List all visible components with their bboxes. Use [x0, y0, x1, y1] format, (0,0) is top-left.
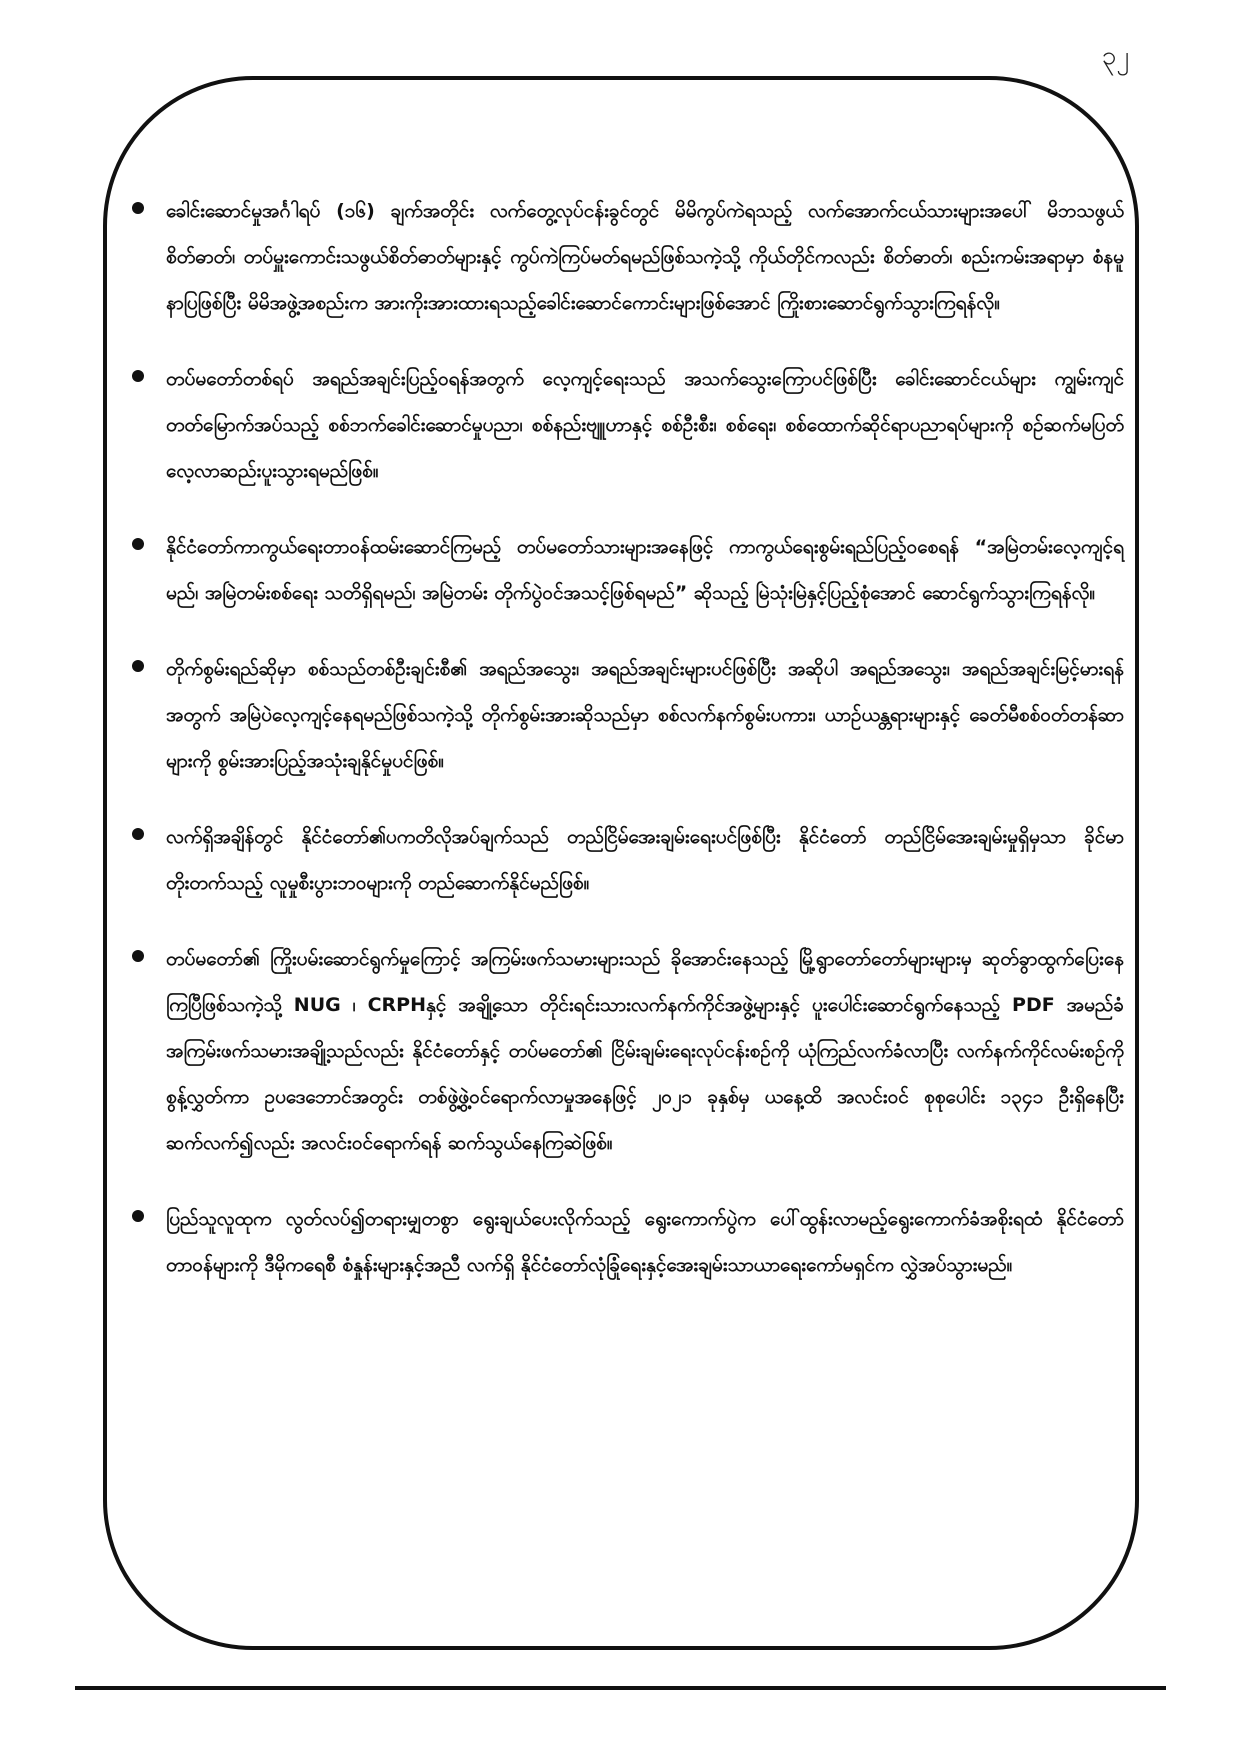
- list-item: [132, 1196, 1124, 1288]
- list-item-text: တိုက်စွမ်းရည်ဆိုမှာ စစ်သည်တစ်ဦးချင်းစီ၏ အရည်အသွေး၊ အရည်အချင်းများပင်ဖြစ်ပြီး အဆိုပါ အရည်အသွေး၊ အရည်အချင်းမြင့်မားရန်အတွက် အမြဲပဲလေ့ကျင့်နေရမည်ဖြစ်သကဲ့သို့ တိုက်စွမ်းအားဆိုသည်မှာ စစ်လက်နက်စွမ်းပကား၊ ယာဉ်ယန္တရားများနှင့် ခေတ်မီစစ်ဝတ်တန်ဆာများကို စွမ်းအားပြည့်အသုံးချနိုင်မှုပင်ဖြစ်။: [166, 658, 1124, 772]
- bullet-dot-icon: [132, 202, 144, 214]
- list-item-text: လက်ရှိအချိန်တွင် နိုင်ငံတော်၏ပကတိလိုအပ်ချက်သည် တည်ငြိမ်အေးချမ်းရေးပင်ဖြစ်ပြီး နိုင်ငံတော် တည်ငြိမ်အေးချမ်းမှုရှိမှသာ ခိုင်မာတိုးတက်သည့် လူမှုစီးပွားဘဝများကို တည်ဆောက်နိုင်မည်ဖြစ်။: [166, 826, 1124, 894]
- list-item: [132, 814, 1124, 906]
- list-item-text: နိုင်ငံတော်ကာကွယ်ရေးတာဝန်ထမ်းဆောင်ကြမည့် တပ်မတော်သားများအနေဖြင့် ကာကွယ်ရေးစွမ်းရည်ပြည့်ဝစေရန် “အမြဲတမ်းလေ့ကျင့်ရမည်၊ အမြဲတမ်းစစ်ရေး သတိရှိရမည်၊ အမြဲတမ်း တိုက်ပွဲဝင်အသင့်ဖြစ်ရမည်” ဆိုသည့် မြဲသုံးမြဲနှင့်ပြည့်စုံအောင် ဆောင်ရွက်သွားကြရန်လို။: [166, 536, 1124, 604]
- list-item: [132, 356, 1124, 494]
- bullet-dot-icon: [132, 1210, 144, 1222]
- bullet-dot-icon: [132, 370, 144, 382]
- bullet-list: [132, 188, 1124, 1318]
- list-item: [132, 188, 1124, 326]
- footer-divider: [75, 1686, 1166, 1690]
- list-item: [132, 646, 1124, 784]
- list-item-text: ခေါင်းဆောင်မှုအင်္ဂါရပ် (၁၆) ချက်အတိုင်း လက်တွေ့လုပ်ငန်းခွင်တွင် မိမိကွပ်ကဲရသည့် လက်အောက်ငယ်သားများအပေါ် မိဘသဖွယ်စိတ်ဓာတ်၊ တပ်မှူးကောင်းသဖွယ်စိတ်ဓာတ်များနှင့် ကွပ်ကဲကြပ်မတ်ရမည်ဖြစ်သကဲ့သို့ ကိုယ်တိုင်ကလည်း စိတ်ဓာတ်၊ စည်းကမ်းအရာမှာ စံနမူနာပြဖြစ်ပြီး မိမိအဖွဲ့အစည်းက အားကိုးအားထားရသည့်ခေါင်းဆောင်ကောင်းများဖြစ်အောင် ကြိုးစားဆောင်ရွက်သွားကြရန်လို။: [166, 200, 1124, 314]
- list-item: [132, 524, 1124, 616]
- bullet-dot-icon: [132, 950, 144, 962]
- page-number: ၃၂: [1101, 41, 1129, 71]
- list-item-text: တပ်မတော်၏ ကြိုးပမ်းဆောင်ရွက်မှုကြောင့် အကြမ်းဖက်သမားများသည် ခိုအောင်းနေသည့် မြို့ရွာတော်တော်များများမှ ဆုတ်ခွာထွက်ပြေးနေကြပြီဖြစ်သကဲ့သို့ NUG ၊ CRPHနှင့် အချို့သော တိုင်းရင်းသားလက်နက်ကိုင်အဖွဲ့များနှင့် ပူးပေါင်းဆောင်ရွက်နေသည့် PDF အမည်ခံအကြမ်းဖက်သမားအချို့သည်လည်း နိုင်ငံတော်နှင့် တပ်မတော်၏ ငြိမ်းချမ်းရေးလုပ်ငန်းစဉ်ကို ယုံကြည်လက်ခံလာပြီး လက်နက်ကိုင်လမ်းစဉ်ကို စွန့်လွှတ်ကာ ဥပဒေဘောင်အတွင်း တစ်ဖွဲ့ဖွဲ့ဝင်ရောက်လာမှုအနေဖြင့် ၂၀၂၁ ခုနှစ်မှ ယနေ့ထိ အလင်းဝင် စုစုပေါင်း ၁၃၄၁ ဦးရှိနေပြီး ဆက်လက်၍လည်း အလင်းဝင်ရောက်ရန် ဆက်သွယ်နေကြဆဲဖြစ်။: [166, 948, 1124, 1154]
- list-item-text: တပ်မတော်တစ်ရပ် အရည်အချင်းပြည့်ဝရန်အတွက် လေ့ကျင့်ရေးသည် အသက်သွေးကြောပင်ဖြစ်ပြီး ခေါင်းဆောင်ငယ်များ ကျွမ်းကျင်တတ်မြောက်အပ်သည့် စစ်ဘက်ခေါင်းဆောင်မှုပညာ၊ စစ်နည်းဗျူဟာနှင့် စစ်ဦးစီး၊ စစ်ရေး၊ စစ်ထောက်ဆိုင်ရာပညာရပ်များကို စဉ်ဆက်မပြတ် လေ့လာဆည်းပူးသွားရမည်ဖြစ်။: [166, 368, 1124, 482]
- bullet-dot-icon: [132, 828, 144, 840]
- list-item-text: ပြည်သူလူထုက လွတ်လပ်၍တရားမျှတစွာ ရွေးချယ်ပေးလိုက်သည့် ရွေးကောက်ပွဲက ပေါ်ထွန်းလာမည့်ရွေးကောက်ခံအစိုးရထံ နိုင်ငံတော်တာဝန်များကို ဒီမိုကရေစီ စံနှုန်းများနှင့်အညီ လက်ရှိ နိုင်ငံတော်လုံခြုံရေးနှင့်အေးချမ်းသာယာရေးကော်မရှင်က လွှဲအပ်သွားမည်။: [166, 1208, 1124, 1276]
- list-item: [132, 936, 1124, 1166]
- bullet-dot-icon: [132, 660, 144, 672]
- bullet-dot-icon: [132, 538, 144, 550]
